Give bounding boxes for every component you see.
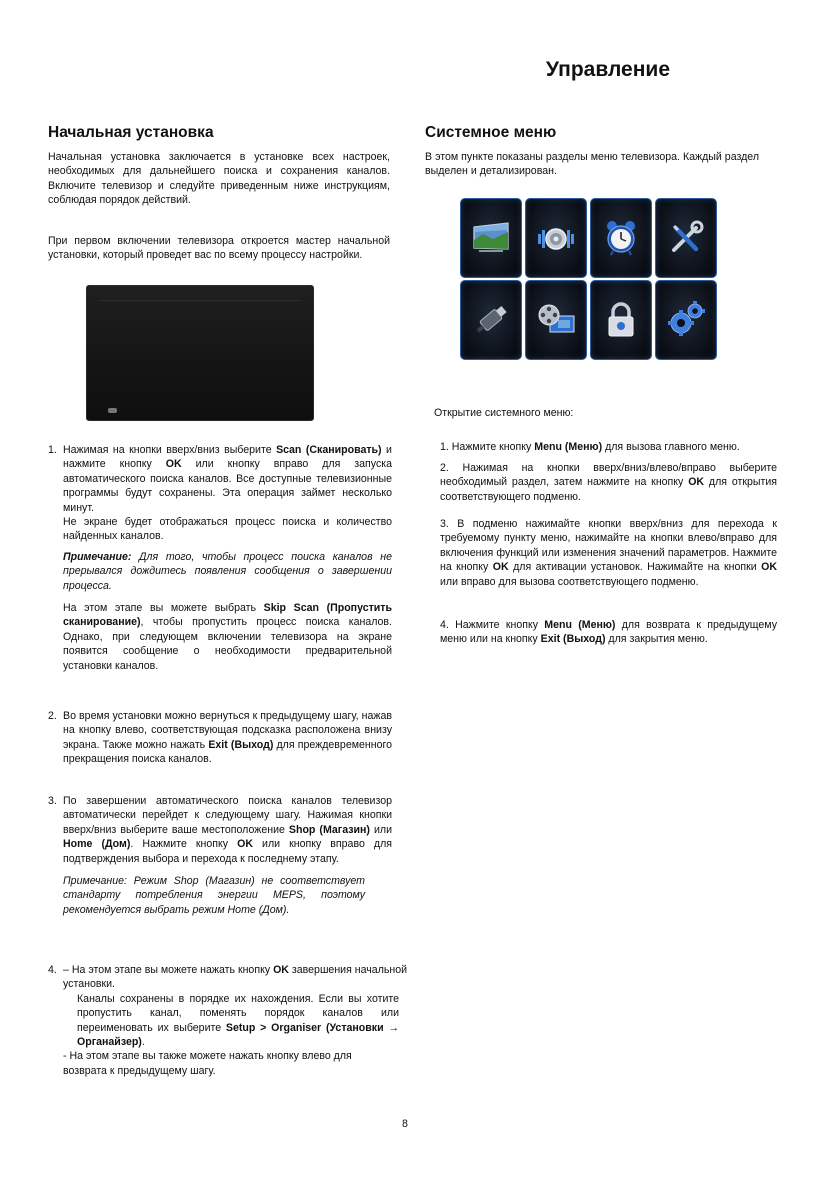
- ok-key: OK: [492, 561, 509, 574]
- intro-paragraph-2: При первом включении телевизора откроется мастер начальной установки, который проведет вас по всему процессу настройки.: [48, 235, 390, 262]
- setup-step-2: [48, 709, 392, 767]
- menu-tile-settings: [655, 280, 717, 360]
- menu-step-3: 3. В подменю нажимайте кнопки вверх/вниз для перехода к требуемому пункту меню, нажимайте на кнопки влево/вправо для включения функций или изменения значений параметров. Нажмите на кнопку OK для активации установок. Нажимайте на кнопки OK или вправо для вызова соответствующего подменю.: [440, 518, 777, 588]
- exit-key: Exit (Выход): [540, 633, 606, 646]
- media-icon: [536, 300, 576, 340]
- system-menu-intro: В этом пункте показаны разделы меню телевизора. Каждый раздел выделен и детализирован.: [425, 151, 759, 178]
- step-1-text: Нажимая на кнопки вверх/вниз выберите Scan (Сканировать) и нажмите кнопку OK или кнопку вправо для запуска автоматического поиска каналов. Все доступные телевизионные программы будут сохранены. Эта операция займет несколько минут.: [63, 444, 392, 514]
- step-3-text: По завершении автоматического поиска каналов телевизор автоматически перейдет к следующему шагу. Нажимая кнопки вверх/вниз выберите ваше местоположение Shop (Магазин) или Home (Дом). Нажмите кнопку OK или кнопку вправо для подтверждения выбора и перехода к последнему этапу.: [63, 795, 392, 865]
- menu-tile-picture: [460, 198, 522, 278]
- settings-icon: [666, 300, 706, 340]
- menu-tile-lock: [590, 280, 652, 360]
- home-option: Home (Дом): [63, 838, 131, 851]
- step-4-organiser-text: Каналы сохранены в порядке их нахождения. Если вы хотите пропустить канал, поменять порядок каналов или переименовать их выберите Setup > Organiser (Установки → Органайзер).: [77, 992, 399, 1049]
- shop-option: Shop (Магазин): [288, 823, 370, 836]
- scan-option: Scan (Сканировать): [276, 444, 382, 456]
- intro-paragraph-1: Начальная установка заключается в установке всех настроек, необходимых для дальнейшего поиска и сохранения каналов. Включите телевизор и следуйте приведенным ниже инструкциям, соблюдая порядок действий.: [48, 151, 390, 207]
- page-title: Управление: [545, 58, 670, 81]
- clock-icon: [601, 218, 641, 258]
- section-heading-system-menu: Системное меню: [425, 124, 557, 141]
- setup-step-3: [48, 794, 392, 917]
- ok-key: OK: [761, 561, 777, 574]
- screen-hint-indicator: [108, 408, 117, 413]
- menu-tile-sound: [525, 198, 587, 278]
- setup-step-1: [48, 443, 392, 673]
- menu-tile-tools: [655, 198, 717, 278]
- system-menu-grid: [460, 196, 718, 360]
- step-number: 3.: [48, 795, 57, 807]
- screen-divider: [99, 300, 301, 301]
- step-number: 4.: [48, 964, 57, 976]
- setup-organiser-path: Setup > Organiser (Установки → Органайзер): [77, 1021, 399, 1049]
- menu-step-2: 2. Нажимая на кнопки вверх/вниз/влево/вправо выберите необходимый раздел, затем нажмите на кнопку OK для открытия соответствующего подменю.: [440, 462, 777, 503]
- step-1-note: Примечание: Для того, чтобы процесс поиска каналов не прерывался дождитесь появления сообщения о завершении процесса.: [63, 550, 392, 592]
- ok-key: OK: [688, 476, 705, 489]
- menu-key: Menu (Меню): [534, 441, 603, 453]
- menu-key: Menu (Меню): [544, 619, 616, 631]
- step-number: 2.: [48, 710, 57, 722]
- ok-key: OK: [273, 964, 289, 976]
- setup-wizard-screenshot: [86, 285, 314, 421]
- exit-key: Exit (Выход): [208, 738, 274, 751]
- system-menu-caption: Открытие системного меню:: [434, 407, 574, 419]
- page-number: 8: [402, 1118, 408, 1130]
- lock-icon: [601, 300, 641, 340]
- section-heading-initial-setup: Начальная установка: [48, 124, 214, 141]
- ok-key: OK: [237, 838, 253, 851]
- step-2-text: Во время установки можно вернуться к предыдущему шагу, нажав на кнопку влево, соответствующая подсказка расположена внизу экрана. Также можно нажать Exit (Выход) для преждевременного прекращения поиска каналов.: [63, 710, 393, 766]
- step-1-skip-text: На этом этапе вы можете выбрать Skip Scan (Пропустить сканирование), чтобы пропустить процесс поиска каналов. Однако, при следующем включении телевизора на экране появится сообщение о необходимости предварительной установки каналов.: [63, 602, 393, 672]
- setup-step-4: [48, 963, 418, 1078]
- menu-step-1: 1. Нажмите кнопку Menu (Меню) для вызова главного меню.: [440, 441, 740, 453]
- tools-icon: [666, 218, 706, 258]
- picture-icon: [471, 218, 511, 258]
- step-4-text: – На этом этапе вы можете нажать кнопку OK завершения начальной установки.: [63, 964, 408, 991]
- menu-tile-media: [525, 280, 587, 360]
- menu-step-4: 4. Нажмите кнопку Menu (Меню) для возврата к предыдущему меню или на кнопку Exit (Выход) для закрытия меню.: [440, 619, 777, 646]
- step-4-back-text: - На этом этапе вы также можете нажать кнопку влево для возврата к предыдущему шагу.: [63, 1050, 352, 1077]
- ok-key: OK: [165, 458, 182, 471]
- skip-scan-option: Skip Scan (Пропустить сканирование): [63, 602, 393, 629]
- step-3-note: Примечание: Режим Shop (Магазин) не соответствует стандарту потребления энергии MEPS, поэтому рекомендуется выбрать режим Home (Дом).: [63, 875, 365, 916]
- step-number: 1.: [48, 444, 57, 456]
- step-1-progress-text: Не экране будет отображаться процесс поиска и количество найденных каналов.: [63, 516, 392, 543]
- menu-tile-clock: [590, 198, 652, 278]
- sound-icon: [536, 218, 576, 258]
- menu-tile-usb: [460, 280, 522, 360]
- usb-icon: [471, 300, 511, 340]
